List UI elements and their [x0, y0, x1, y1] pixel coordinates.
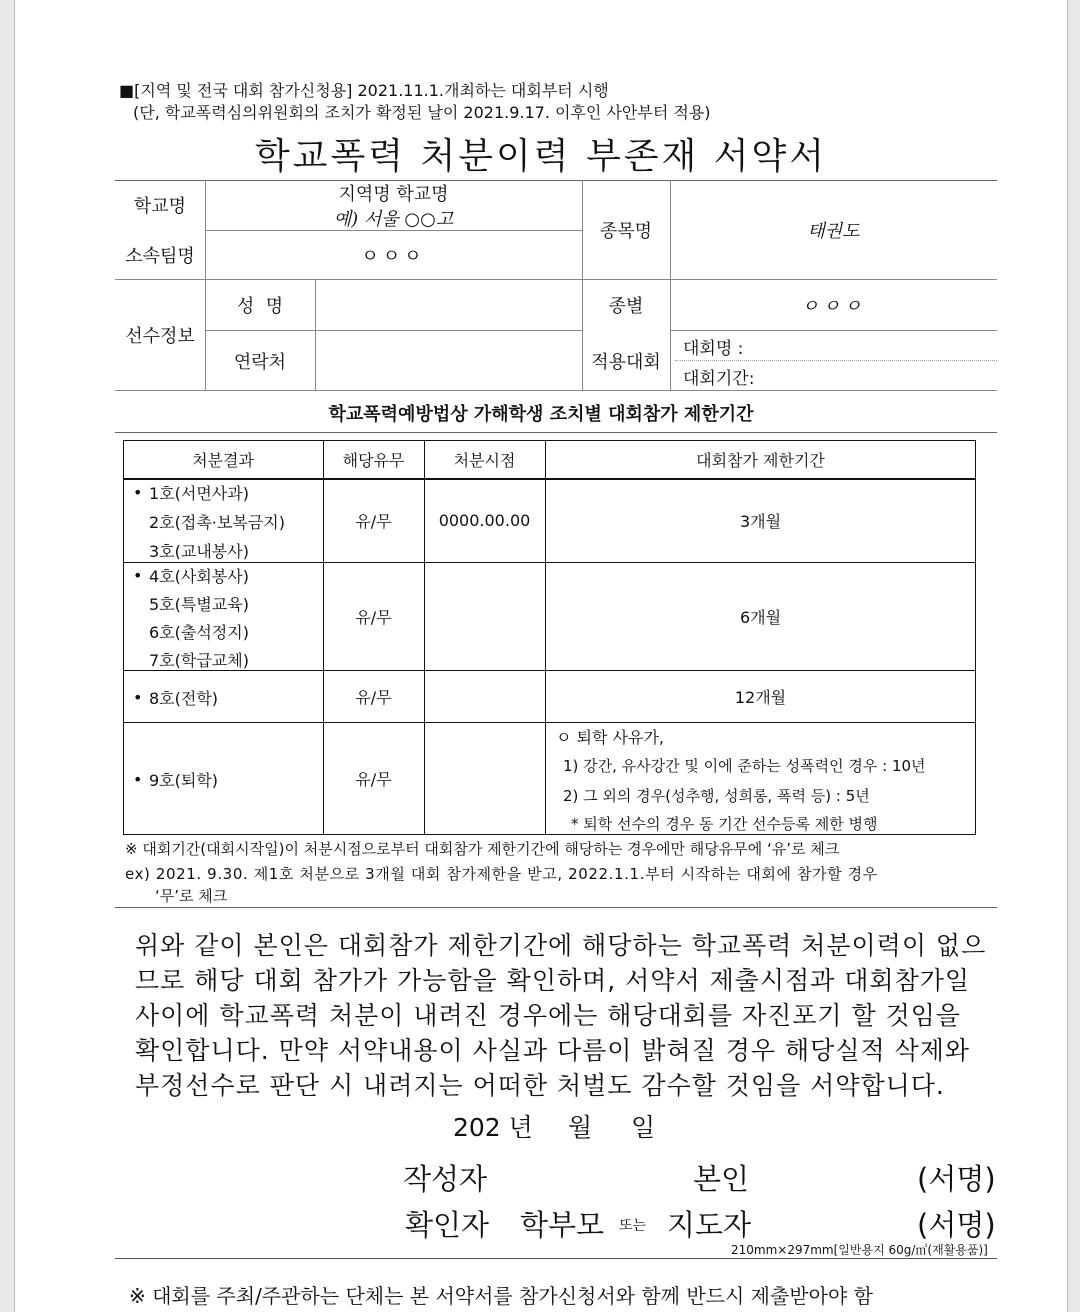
sport-value: 태권도	[807, 221, 860, 242]
row4-period-line-1: ㅇ 퇴학 사유가,	[556, 728, 664, 747]
confirmer-label: 확인자	[405, 1208, 490, 1242]
header-applicable: 해당유무	[342, 450, 405, 470]
contact-label: 연락처	[233, 351, 287, 373]
section-title: 학교폭력예방법상 가해학생 조치별 대회참가 제한기간	[328, 404, 754, 425]
row4-period-line-2: 1) 강간, 유사강간 및 이에 준하는 성폭력인 경우 : 10년	[563, 757, 926, 775]
row1-applicable[interactable]: 유/무	[355, 512, 392, 531]
row4-applicable[interactable]: 유/무	[355, 770, 392, 789]
confirmer-parent: 학부모	[520, 1208, 605, 1242]
writer-label: 작성자	[403, 1162, 488, 1196]
pledge-line-1: 위와 같이 본인은 대회참가 제한기간에 해당하는 학교폭력 처분이력이 없으	[135, 931, 987, 960]
row1-result-3: 3호(교내봉사)	[149, 542, 249, 561]
row4-sanction-date[interactable]	[424, 723, 545, 834]
row1-bullet: •	[133, 483, 143, 502]
row3-period: 12개월	[734, 687, 787, 707]
school-value-line-1: 지역명 학교명	[338, 184, 449, 205]
row4-period-line-4: * 퇴학 선수의 경우 동 기간 선수등록 제한 병행	[571, 815, 878, 833]
player-info-label: 선수정보	[125, 326, 195, 347]
header-result: 처분결과	[192, 450, 254, 470]
row1-sanction-date[interactable]: 0000.00.00	[438, 511, 531, 530]
team-value: ㅇㅇㅇ	[361, 246, 426, 267]
note-1: ※ 대회기간(대회시작일)이 처분시점으로부터 대회참가 제한기간에 해당하는 경우에만 해당유무에 ‘유’로 체크	[125, 840, 840, 858]
row4-period-line-3: 2) 그 외의 경우(성추행, 성희롱, 폭력 등) : 5년	[563, 787, 870, 805]
row4-result-1: 9호(퇴학)	[149, 771, 219, 790]
date-year: 202 년	[453, 1113, 533, 1142]
row2-result-4: 7호(학급교체)	[149, 651, 249, 670]
competition-name-label: 대회명 :	[683, 339, 744, 359]
pledge-line-4: 확인합니다. 만약 서약내용이 사실과 다름이 밝혀질 경우 해당실적 삭제와	[135, 1036, 971, 1065]
writer-self: 본인	[693, 1162, 750, 1196]
row3-bullet: •	[133, 688, 143, 707]
team-label: 소속팀명	[125, 246, 195, 267]
school-label: 학교명	[133, 196, 187, 217]
pledge-line-3: 사이에 학교폭력 처분이 내려진 경우에는 해당대회를 자진포기 할 것임을	[135, 1001, 962, 1030]
header-restriction-period: 대회참가 제한기간	[696, 450, 825, 470]
pledge-line-5: 부정선수로 판단 시 내려지는 어떠한 처벌도 감수할 것임을 서약합니다.	[135, 1071, 945, 1100]
row1-period: 3개월	[739, 512, 782, 531]
note-2a: ex) 2021. 9.30. 제1호 처분으로 3개월 대회 참가제한을 받고, 2022.1.1.부터 시작하는 대회에 참가할 경우	[125, 865, 878, 883]
notice-line-2: (단, 학교폭력심의위원회의 조치가 확정된 날이 2021.9.17. 이후인 사안부터 적용)	[133, 103, 711, 122]
name-label: 성 명	[236, 296, 284, 317]
event-label: 종별	[608, 296, 644, 317]
row3-applicable[interactable]: 유/무	[355, 687, 392, 707]
competition-period-label: 대회기간:	[683, 369, 755, 389]
header-sanction-date: 처분시점	[453, 450, 516, 470]
writer-signature[interactable]: (서명)	[917, 1162, 996, 1196]
row2-result-1: 4호(사회봉사)	[149, 567, 249, 586]
row2-sanction-date[interactable]	[424, 563, 545, 669]
page-title: 학교폭력 처분이력 부존재 서약서	[254, 136, 828, 177]
row2-result-2: 5호(특별교육)	[149, 595, 249, 614]
row2-applicable[interactable]: 유/무	[355, 607, 392, 627]
document-page	[14, 0, 1068, 1312]
row2-period: 6개월	[739, 607, 782, 627]
row1-result-1: 1호(서면사과)	[149, 484, 249, 503]
contact-field[interactable]	[319, 335, 578, 385]
notice-line-1: ■[지역 및 전국 대회 참가신청용] 2021.11.1.개최하는 대회부터 시행	[119, 81, 609, 100]
row4-bullet: •	[133, 770, 143, 789]
footer-notice: ※ 대회를 주최/주관하는 단체는 본 서약서를 참가신청서와 함께 반드시 제출받아야 함	[129, 1284, 873, 1308]
row2-result-3: 6호(출석정지)	[149, 623, 249, 642]
apply-competition-label: 적용대회	[591, 351, 661, 373]
date-day: 일	[631, 1113, 656, 1142]
row3-sanction-date[interactable]	[424, 671, 545, 721]
name-field[interactable]	[319, 284, 578, 326]
row2-bullet: •	[133, 566, 143, 585]
row1-result-2: 2호(접촉·보복금지)	[149, 513, 285, 532]
paper-spec: 210mm×297mm[일반용지 60g/㎡(재활용품)]	[731, 1243, 988, 1257]
school-value-line-2: 예) 서울 ○○고	[333, 209, 454, 230]
date-month: 월	[568, 1113, 593, 1142]
confirmer-coach: 지도자	[667, 1208, 752, 1242]
event-value: ㅇㅇㅇ	[801, 296, 866, 317]
confirmer-or: 또는	[619, 1218, 647, 1234]
sport-label: 종목명	[599, 221, 653, 242]
pledge-line-2: 므로 해당 대회 참가가 가능함을 확인하며, 서약서 제출시점과 대회참가일	[135, 966, 971, 995]
confirmer-signature[interactable]: (서명)	[917, 1208, 996, 1242]
row3-result-1: 8호(전학)	[149, 689, 219, 708]
note-2b: ‘무’로 체크	[155, 887, 228, 905]
